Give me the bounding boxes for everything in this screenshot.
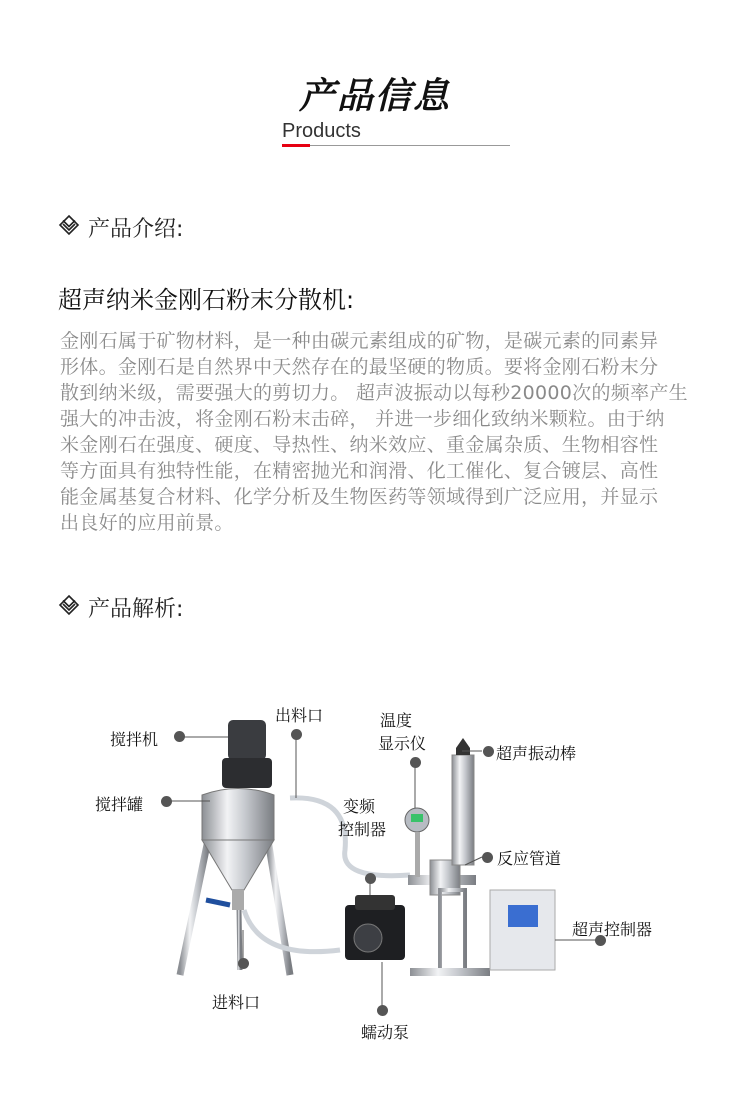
label-mixing-tank: 搅拌罐 [95,795,144,814]
label-ultrasonic-controller: 超声控制器 [572,920,653,939]
description-line: 出良好的应用前景。 [60,512,234,534]
product-name: 超声纳米金刚石粉末分散机: [58,286,355,314]
label-temp-line2: 显示仪 [378,734,427,753]
section-heading-intro: 产品介绍: [88,217,184,242]
description-line: 金刚石属于矿物材料，是一种由碳元素组成的矿物，是碳元素的同素异 [60,330,659,352]
label-vfd-line1: 变频 [343,797,376,816]
label-pump: 蠕动泵 [361,1023,410,1042]
label-outlet: 出料口 [275,706,324,725]
callout-dot [482,852,493,863]
callout-dot [291,729,302,740]
description-line: 米金刚石在强度、硬度、导热性、纳米效应、重金属杂质、生物相容性 [60,434,659,456]
page-subtitle: Products [282,120,361,142]
diamond-icon [58,594,80,616]
description-line: 等方面具有独特性能，在精密抛光和润滑、化工催化、复合镀层、高性 [60,460,659,482]
label-reaction-pipe: 反应管道 [497,849,562,868]
description-line: 能金属基复合材料、化学分析及生物医药等领域得到广泛应用，并显示 [60,486,659,508]
callout-dot [483,746,494,757]
callout-dot [238,958,249,969]
label-inlet: 进料口 [212,993,261,1012]
label-vfd-line2: 控制器 [338,820,387,839]
description-line: 散到纳米级，需要强大的剪切力。 超声波振动以每秒20000次的频率产生 [60,382,688,404]
title-divider [282,145,510,146]
diamond-icon [58,214,80,236]
label-temp-line1: 温度 [380,711,413,730]
description-line: 形体。金刚石是自然界中天然存在的最坚硬的物质。要将金刚石粉末分 [60,356,659,378]
label-stirrer: 搅拌机 [110,730,159,749]
section-heading-analysis: 产品解析: [88,597,184,622]
callout-dot [377,1005,388,1016]
description-line: 强大的冲击波，将金刚石粉末击碎， 并进一步细化致纳米颗粒。由于纳 [60,408,665,430]
callout-dot [365,873,376,884]
callout-dot [161,796,172,807]
label-ultrasonic-horn: 超声振动棒 [496,744,577,763]
callout-dot [410,757,421,768]
title-accent-bar [282,144,310,147]
product-description [60,328,720,536]
page-title: 产品信息 [298,76,451,117]
callout-dot [174,731,185,742]
